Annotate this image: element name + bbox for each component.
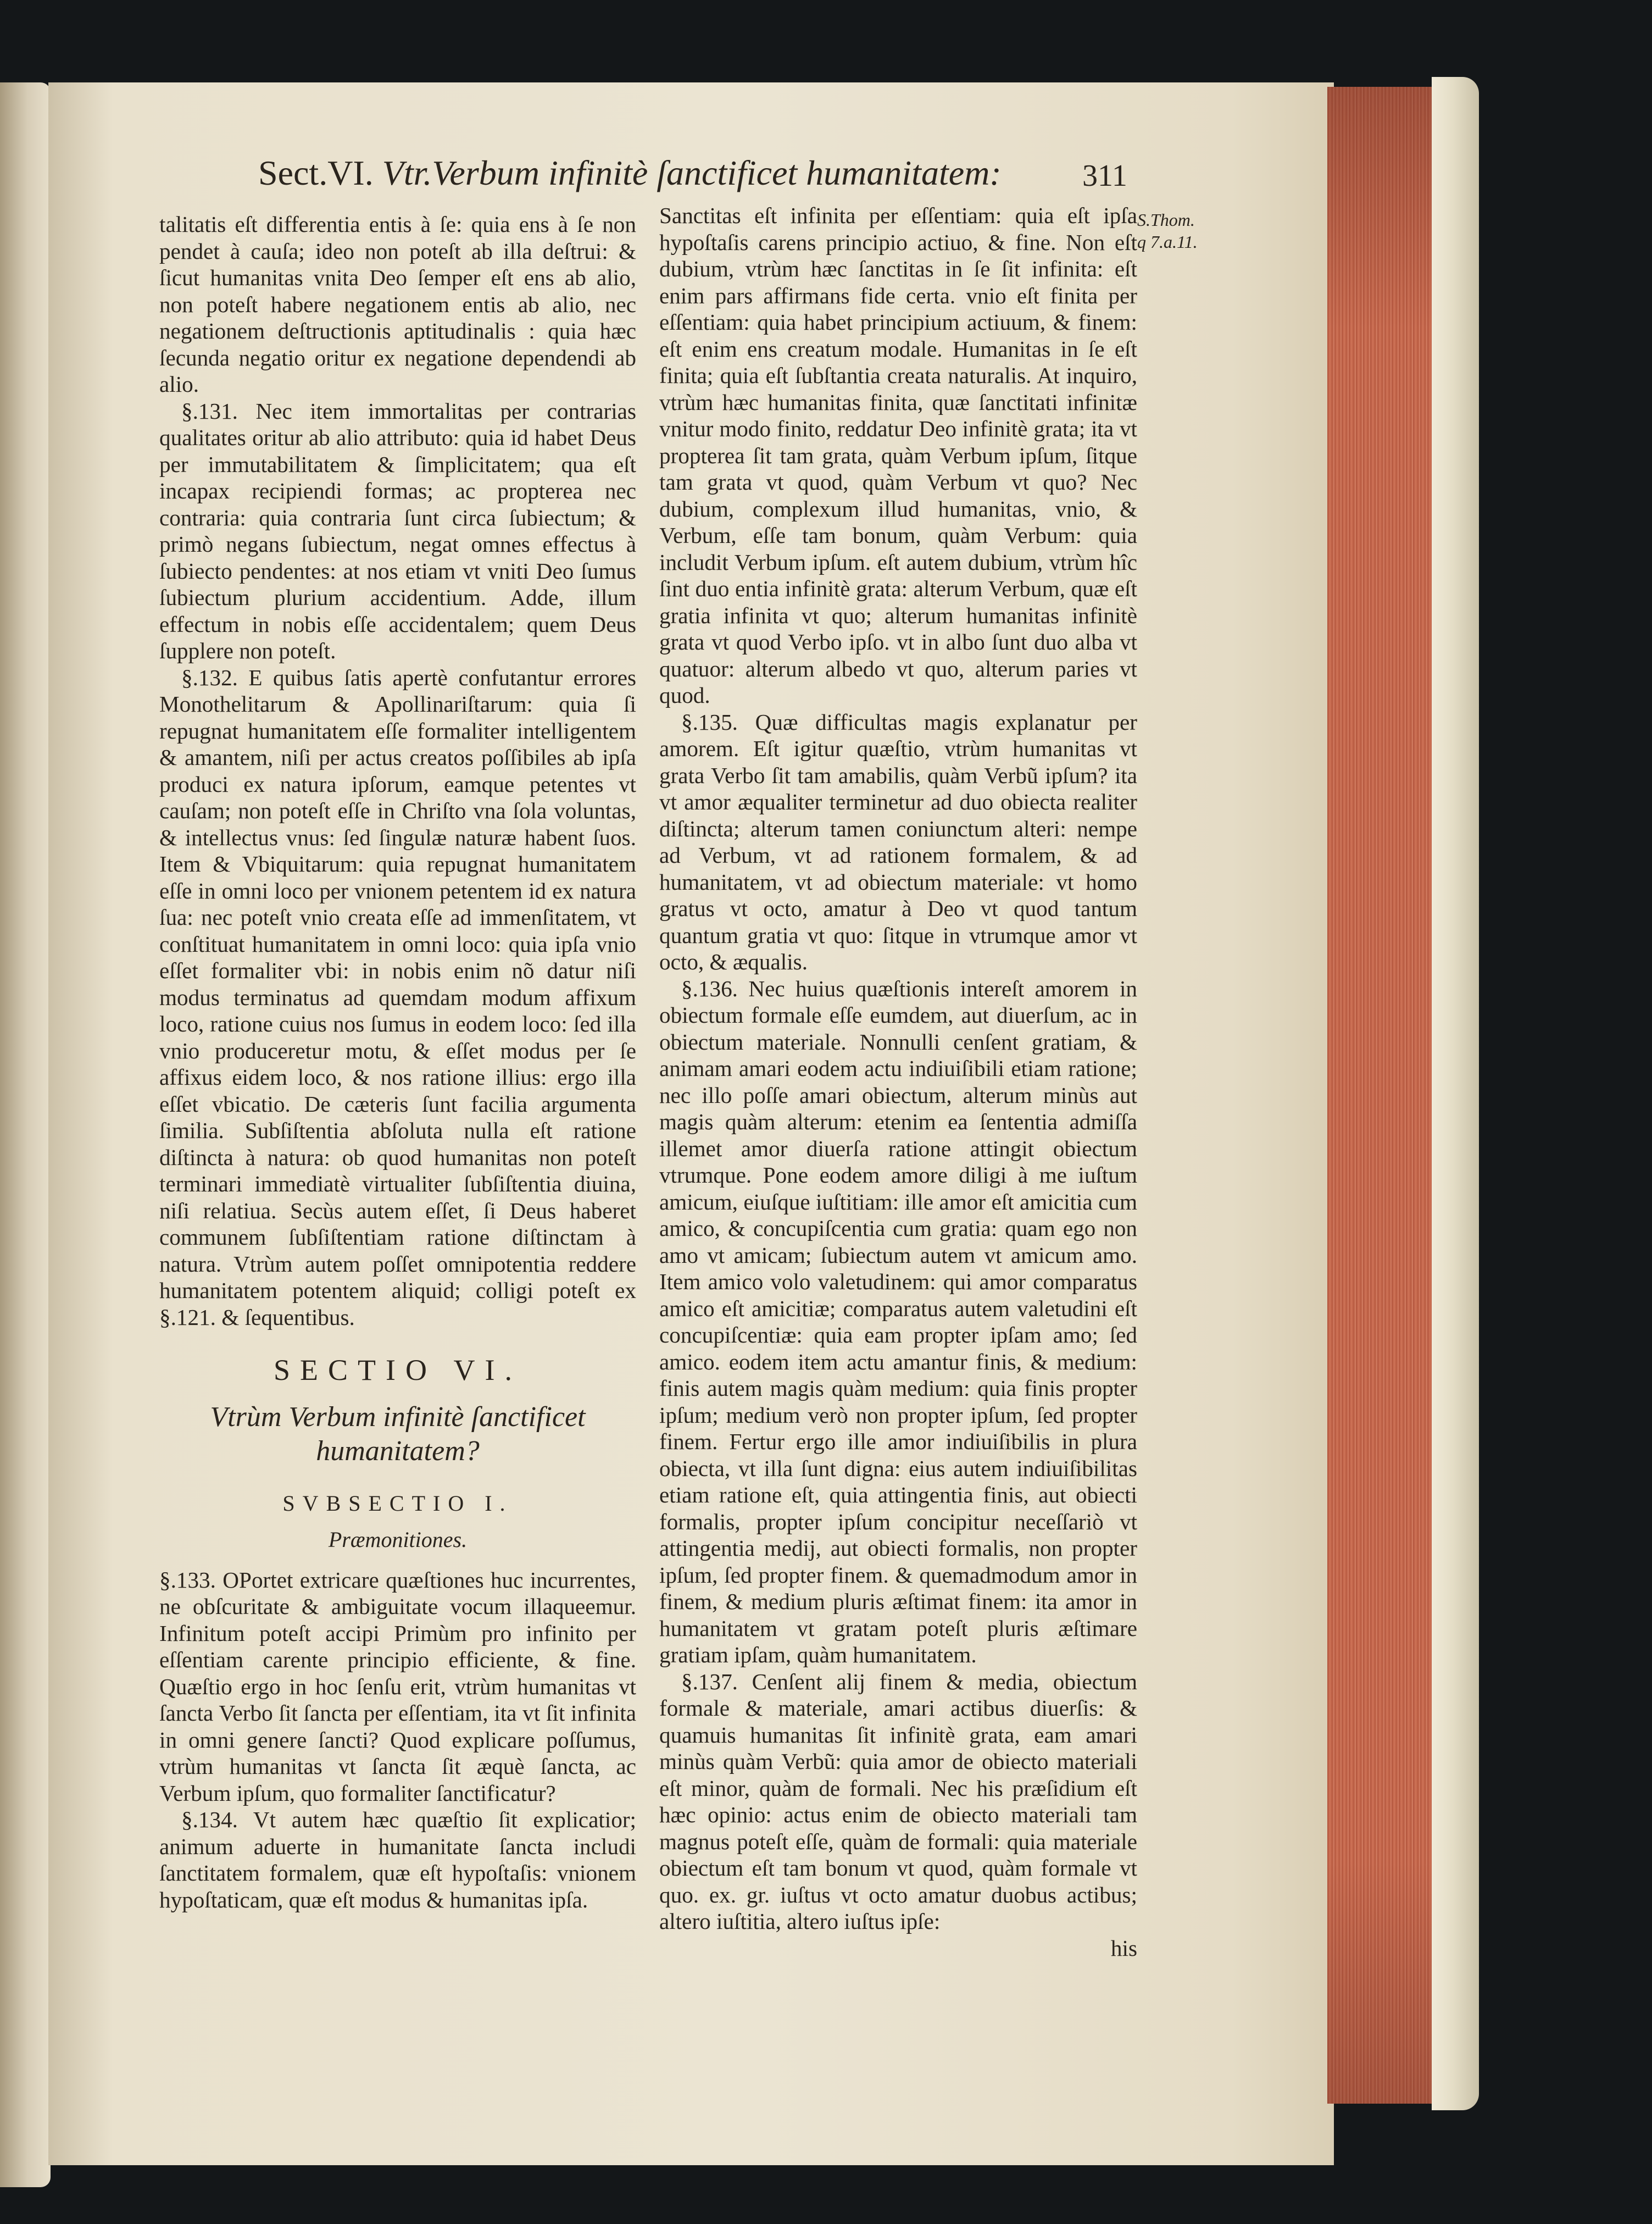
catchword: his	[1110, 1935, 1137, 1961]
page-number: 311	[1082, 159, 1127, 193]
paragraph: §.131. Nec item immortalitas per contrarias qualitates oritur ab alio attributo: quia id habet Deus per immutabilitatem & ſimplicitatem; qua eſt incapax recipiendi formas; ac propterea nec contraria: quia contraria ſunt circa ſubiectum; & primò negans ſubiectum, negat omnes effectus à ſubiecto pendentes: at nos etiam vt vniti Deo ſumus ſubiectum plurium accidentium. Adde, illum effectum in nobis eſſe accidentalem; quem Deus ſupplere non poteſt.	[159, 398, 636, 663]
paragraph: Sanctitas eſt infinita per eſſentiam: quia eſt ipſa hypoſtaſis carens principio actiuo, & fine. Non eſt dubium, vtrùm hæc ſanctitas in ſe ſit infinita: eſt enim pars affirmans fide certa. vnio eſt finita per eſſentiam: quia habet principium actiuum, & finem: eſt enim ens creatum modale. Humanitas in ſe eſt finita; quia eſt ſubſtantia creata naturalis. At inquiro, vtrùm hæc humanitas finita, quæ ſanctitati infinitæ vnitur modo finito, reddatur Deo infinitè grata; ita vt propterea ſit tam grata, quàm Verbum ipſum, ſitque tam grata vt quod, quàm Verbum vt quo? Nec dubium, complexum illud humanitas, vnio, & Verbum, eſſe tam bonum, quàm Verbum: quia includit Verbum ipſum. eſt autem dubium, vtrùm hîc ſint duo entia infinitè grata: alterum Verbum, quæ eſt gratia infinita vt quo; alterum humanitas infinitè grata vt quod Verbo ipſo. vt in albo ſunt duo alba vt quatuor: alterum albedo vt quo, alterum paries vt quod.	[659, 203, 1137, 708]
subsection-title: Præmonitiones.	[328, 1527, 468, 1552]
section-title: Vtrùm Verbum infinitè ſanctificet humanitatem?	[210, 1401, 586, 1467]
running-head-text: Vtr.Verbum infinitè ſanctificet humanitatem:	[382, 153, 1002, 192]
section-heading: SECTIO VI.	[273, 1354, 522, 1386]
paragraph: §.134. Vt autem hæc quæſtio ſit explicatior; animum aduerte in humanitate ſancta includi ſanctitatem formalem, quæ eſt hypoſtaſis: vnionem hypoſtaticam, quæ eſt modus & humanitas ipſa.	[159, 1807, 636, 1912]
paragraph: §.133. OPortet extricare quæſtiones huc incurrentes, ne obſcuritate & ambiguitate vocum illaqueemur. Infinitum poteſt accipi Primùm pro infinito per eſſentiam carente principio efficiente, & fine. Quæſtio ergo in hoc ſenſu erit, vtrùm humanitas vt ſancta Verbo ſit ſancta per eſſentiam, ita vt ſit infinita in omni genere ſancti? Quod explicare poſſumus, vtrùm humanitas vt ſancta ſit æquè ſancta, ac Verbum ipſum, quo formaliter ſanctificatur?	[159, 1567, 636, 1806]
paragraph: §.135. Quæ difficultas magis explanatur per amorem. Eſt igitur quæſtio, vtrùm humanitas vt grata Verbo ſit tam amabilis, quàm Verbũ ipſum? ita vt amor æqualiter terminetur ad duo obiecta realiter diſtincta; alterum tamen coniunctum alteri: nempe ad Verbum, vt ad rationem formalem, & ad humanitatem, vt ad obiectum materiale: vt homo gratus vt octo, amatur à Deo vt quod tantum quantum gratia vt quo: ſitque in vtrumque amor vt octo, & æqualis.	[659, 709, 1137, 974]
paragraph: §.132. E quibus ſatis apertè confutantur errores Monothelitarum & Apollinariſtarum: quia ſi repugnat humanitatem eſſe formaliter intelligentem & amantem, niſi per actus creatos poſſibiles ab ipſa produci ex natura ipſorum, eamque petentes vt cauſam; non poteſt eſſe in Chriſto vna ſola voluntas, & intellectus vnus: ſed ſingulæ naturæ habent ſuos. Item & Vbiquitarum: quia repugnat humanitatem eſſe in omni loco per vnionem petentem id ex natura ſua: nec poteſt vnio creata eſſe ad immenſitatem, vt conſtituat humanitatem in omni loco: quia ipſa vnio eſſet formaliter vbi: in nobis enim nõ datur niſi modus terminatus ad quemdam modum affixum loco, ratione cuius nos ſumus in eodem loco: ſed illa vnio produceretur motu, & eſſet modus per ſe affixus eidem loco, & nos ratione illius: ergo illa eſſet vbicatio. De cæteris ſunt facilia argumenta ſimilia. Subſiſtentia abſoluta nulla eſt ratione diſtincta à natura: ob quod humanitas non poteſt terminari immediatè virtualiter ſubſiſtentia diuina, niſi relatiua. Secùs autem eſſet, ſi Deus haberet communem ſubſiſtentiam ratione diſtinctam à natura. Vtrùm autem poſſet omnipotentia reddere humanitatem potentem aliquid; colligi poteſt ex §.121. & ſequentibus.	[159, 664, 636, 1330]
fore-edge-shadow	[1327, 87, 1443, 2104]
marginal-note: S.Thom. q 7.a.11.	[1137, 210, 1198, 252]
paragraph: talitatis eſt differentia entis à ſe: quia ens à ſe non pendet à cauſa; ideo non poteſt ab illa deſtrui: & ſicut humanitas vnita Deo ſemper eſt ens ab alio, non poteſt habere negationem entis ab alio, nec negationem deſtructionis aptitudinalis : quia hæc ſecunda negatio oritur ex negatione dependendi ab alio.	[159, 212, 636, 397]
paragraph: §.137. Cenſent alij finem & media, obiectum formale & materiale, amari actibus diuerſis: & quamuis humanitas ſit infinitè grata, eam amari minùs quàm Verbũ: quia amor de obiecto materiali eſt minor, quàm de formali. Nec his præſidium eſt hæc opinio: actus enim de obiecto materiali tam magnus poteſt eſſe, quàm de formali: quia materiale obiectum eſt tam bonum vt quod, quàm formale vt quo. ex. gr. iuſtus vt octo amatur duobus actibus; altero iuſtitia, altero iuſtus ipſe:	[659, 1668, 1137, 1934]
running-head-title	[258, 153, 1002, 193]
binding-edge	[1432, 77, 1479, 2110]
left-column	[159, 211, 636, 1913]
facing-page-edge	[0, 82, 51, 2187]
running-head-section: Sect.VI.	[258, 153, 374, 192]
right-column	[659, 202, 1137, 1961]
paragraph: §.136. Nec huius quæſtionis intereſt amorem in obiectum formale eſſe eumdem, aut diuerſum, ac in obiectum materiale. Nonnulli cenſent gratiam, & animam amari eodem actu indiuiſibili etiam ratione; nec illo poſſe amari obiectum, alterum minùs aut magis quàm alterum: etenim ea ſententia admiſſa illemet amor diuerſa ratione attingit obiectum vtrumque. Pone eodem amore diligi à me iuſtum amicum, eiuſque iuſtitiam: ille amor eſt amicitia cum amico, & concupiſcentia cum gratia: quam ego non amo vt amicam; ſubiectum autem vt amicum amo. Item amico volo valetudinem: qui amor comparatus amico eſt amicitiæ; comparatus autem valetudini eſt concupiſcentiæ: quia eam propter ipſam amo; ſed amico. eodem item actu amantur finis, & medium: finis autem magis quàm medium: quia finis propter ipſum; medium verò non propter ipſum, ſed propter finem. Fertur ergo ille amor indiuiſibilis in plura obiecta, vt illa ſunt digna: eius autem indiuiſibilitas etiam ratione eſt, quia attingentia finis, aut obiecti formalis, propter ipſum concipitur neceſſariò vt attingentia medij, aut obiecti formalis, non propter ipſum, ſed propter finem. & quemadmodum amor in finem, & medium pluris æſtimat finem: ita amor in humanitatem vt gratam poteſt pluris æſtimare gratiam ipſam, quàm humanitatem.	[659, 975, 1137, 1667]
subsection-heading: SVBSECTIO I.	[282, 1490, 513, 1516]
